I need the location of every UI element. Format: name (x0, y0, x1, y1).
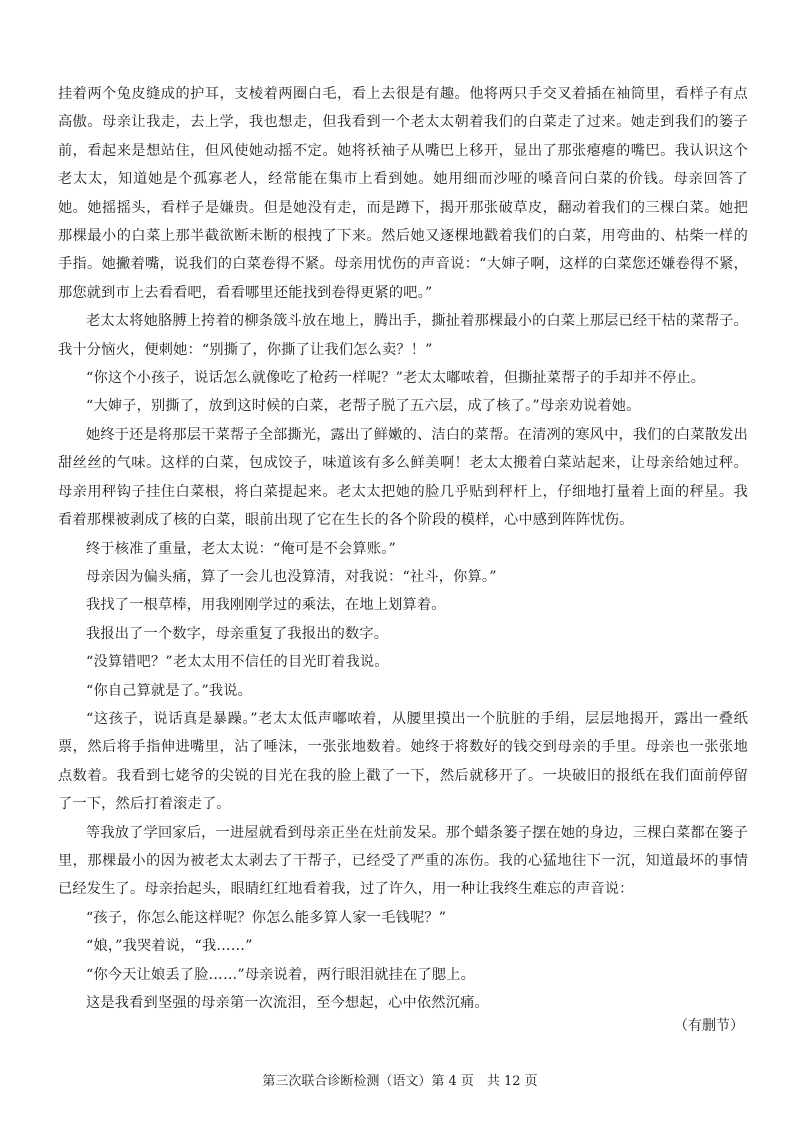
paragraph: “这孩子，说话真是暴躁。”老太太低声嘟哝着，从腰里摸出一个肮脏的手绢，层层地揭开，露出一叠纸票，然后将手指伸进嘴里，沾了唾沫，一张张地数着。她终于将数好的钱交到母亲的手里。母亲也一张张地点数着。我看到七姥爷的尖锐的目光在我的脸上戳了一下，然后就移开了。一块破旧的报纸在我们面前停留了一下，然后打着滚走了。 (58, 710, 748, 813)
paragraph: 母亲因为偏头痛，算了一会儿也没算清，对我说：“社斗，你算。” (86, 568, 497, 585)
paragraph: 老太太将她胳膊上挎着的柳条筬斗放在地上，腾出手，撕扯着那棵最小的白菜上那层已经干枯的菜帮子。我十分恼火，便刺她：“别撕了，你撕了让我们怎么卖？！” (58, 313, 748, 358)
paragraph: 我报出了一个数字，母亲重复了我报出的数字。 (86, 625, 389, 642)
paragraph: “孩子，你怎么能这样呢？你怎么能多算人家一毛钱呢？” (86, 909, 447, 926)
paragraph: “你自己算就是了。”我说。 (86, 682, 253, 699)
paragraph: “娘，”我哭着说，“我……” (86, 938, 253, 955)
paragraph: 等我放了学回家后，一进屋就看到母亲正坐在灶前发呆。那个蜡条篓子摆在她的身边，三棵白菜都在篓子里，那棵最小的因为被老太太剥去了干帮子，已经受了严重的冻伤。我的心猛地往下一沉，知道最坏的事情已经发生了。母亲抬起头，眼睛红红地看着我，过了许久，用一种让我终生难忘的声音说： (58, 824, 748, 898)
page-footer: 第三次联合诊断检测（语文）第 4 页 共 12 页 (262, 1074, 538, 1089)
paragraph: “没算错吧？”老太太用不信任的目光盯着我说。 (86, 654, 389, 671)
paragraph: 挂着两个兔皮缝成的护耳，支棱着两圈白毛，看上去很是有趣。他将两只手交叉着插在袖筒里，看样子有点高傲。母亲让我走，去上学，我也想走，但我看到一个老太太朝着我们的白菜走了过来。她走到我们的篓子前，看起来是想站住，但风使她动摇不定。她将袄袖子从嘴巴上移开，显出了那张瘪瘪的嘴巴。我认识这个老太太，知道她是个孤寡老人，经常能在集市上看到她。她用细而沙哑的嗓音问白菜的价钱。母亲回答了她。她摇摇头，看样子是嫌贵。但是她没有走，而是蹲下，揭开那张破草皮，翻动着我们的三棵白菜。她把那棵最小的白菜上那半截欲断未断的根拽了下来。然后她又逐棵地戳着我们的白菜，用弯曲的、枯柴一样的手指。她撇着嘴，说我们的白菜卷得不紧。母亲用忧伤的声音说：“大婶子啊，这样的白菜您还嫌卷得不紧，那您就到市上去看看吧，看看哪里还能找到卷得更紧的吧。” (58, 86, 748, 301)
paragraph: “你这个小孩子，说话怎么就像吃了枪药一样呢？”老太太嘟哝着，但撕扯菜帮子的手却并不停止。 (86, 370, 706, 387)
paragraph: “你今天让娘丢了脸……”母亲说着，两行眼泪就挂在了腮上。 (86, 966, 475, 983)
paragraph: 终于核准了重量，老太太说：“俺可是不会算账。” (86, 540, 396, 557)
article-body (58, 80, 748, 1017)
abridged-note: （有删节） (674, 1018, 744, 1034)
paragraph: “大婶子，别撕了，放到这时候的白菜，老帮子脱了五六层，成了核了。”母亲劝说着她。 (86, 398, 641, 415)
paragraph: 我找了一根草棒，用我刚刚学过的乘法，在地上划算着。 (86, 597, 446, 614)
paragraph: 这是我看到坚强的母亲第一次流泪，至今想起，心中依然沉痛。 (86, 995, 489, 1011)
paragraph: 她终于还是将那层干菜帮子全部撕光，露出了鲜嫩的、洁白的菜帮。在清冽的寒风中，我们的白菜散发出甜丝丝的气味。这样的白菜，包成饺子，味道该有多么鲜美啊！老太太搬着白菜站起来，让母亲给她过秤。母亲用秤钩子挂住白菜根，将白菜提起来。老太太把她的脸几乎贴到秤杆上，仔细地打量着上面的秤星。我看着那棵被剥成了核的白菜，眼前出现了它在生长的各个阶段的模样，心中感到阵阵忧伤。 (58, 426, 748, 529)
